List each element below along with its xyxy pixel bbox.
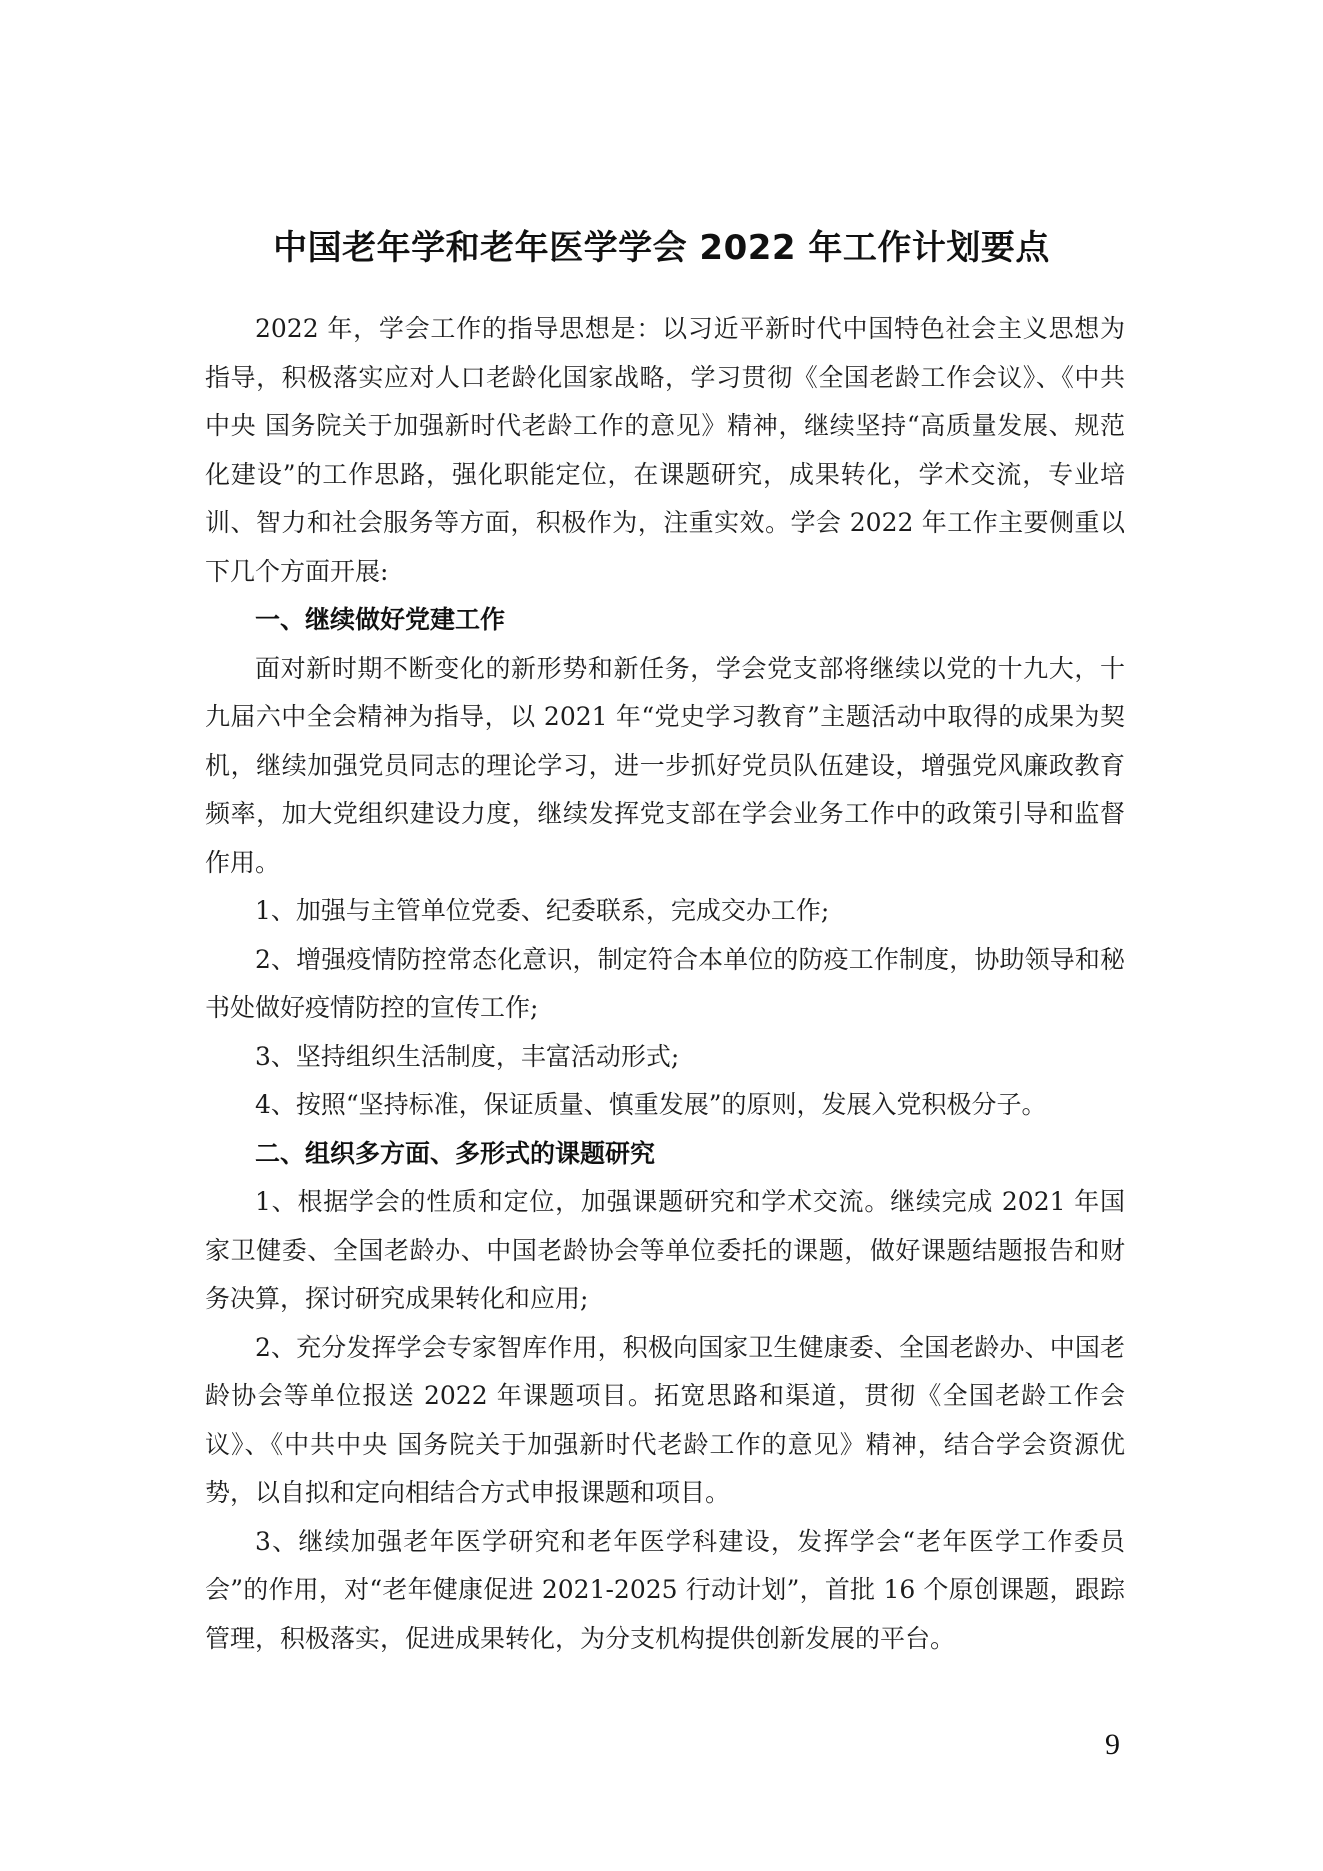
- section-1-item-1: 1、加强与主管单位党委、纪委联系，完成交办工作;: [255, 896, 830, 925]
- section-1-item-4: 4、按照“坚持标准，保证质量、慎重发展”的原则，发展入党积极分子。: [255, 1090, 1047, 1119]
- section-1-paragraph: 面对新时期不断变化的新形势和新任务，学会党支部将继续以党的十九大，十九届六中全会精神为指导，以 2021 年“党史学习教育”主题活动中取得的成果为契机，继续加强党员同志的理论学习，进一步抓好党员队伍建设，增强党风廉政教育频率，加大党组织建设力度，继续发挥党支部在学会业务工作中的政策引导和监督作用。: [205, 653, 1125, 877]
- section-2-item-1: 1、根据学会的性质和定位，加强课题研究和学术交流。继续完成 2021 年国家卫健委、全国老龄办、中国老龄协会等单位委托的课题，做好课题结题报告和财务决算，探讨研究成果转化和应用;: [205, 1187, 1125, 1313]
- document-body: [205, 305, 1125, 1663]
- section-1-item-3: 3、坚持组织生活制度，丰富活动形式;: [255, 1041, 680, 1071]
- page-number: 9: [1105, 1728, 1120, 1761]
- intro-paragraph: 2022 年，学会工作的指导思想是：以习近平新时代中国特色社会主义思想为指导，积极落实应对人口老龄化国家战略，学习贯彻《全国老龄工作会议》、《中共中央 国务院关于加强新时代老龄工作的意见》精神，继续坚持“高质量发展、规范化建设”的工作思路，强化职能定位，在课题研究，成果转化，学术交流，专业培训、智力和社会服务等方面，积极作为，注重实效。学会 2022 年工作主要侧重以下几个方面开展:: [205, 314, 1125, 586]
- section-1-item-2: 2、增强疫情防控常态化意识，制定符合本单位的防疫工作制度，协助领导和秘书处做好疫情防控的宣传工作;: [205, 944, 1125, 1022]
- section-2-item-2: 2、充分发挥学会专家智库作用，积极向国家卫生健康委、全国老龄办、中国老龄协会等单位报送 2022 年课题项目。拓宽思路和渠道，贯彻《全国老龄工作会议》、《中共中央 国务院关于加强新时代老龄工作的意见》精神，结合学会资源优势，以自拟和定向相结合方式申报课题和项目。: [205, 1332, 1125, 1507]
- section-2-item-3: 3、继续加强老年医学研究和老年医学科建设，发挥学会“老年医学工作委员会”的作用，对“老年健康促进 2021-2025 行动计划”，首批 16 个原创课题，跟踪管理，积极落实，促进成果转化，为分支机构提供创新发展的平台。: [205, 1526, 1125, 1653]
- section-heading-party-building: 一、继续做好党建工作: [255, 605, 506, 634]
- document-title: 中国老年学和老年医学学会 2022 年工作计划要点: [273, 228, 1050, 268]
- section-heading-research: 二、组织多方面、多形式的课题研究: [255, 1138, 656, 1168]
